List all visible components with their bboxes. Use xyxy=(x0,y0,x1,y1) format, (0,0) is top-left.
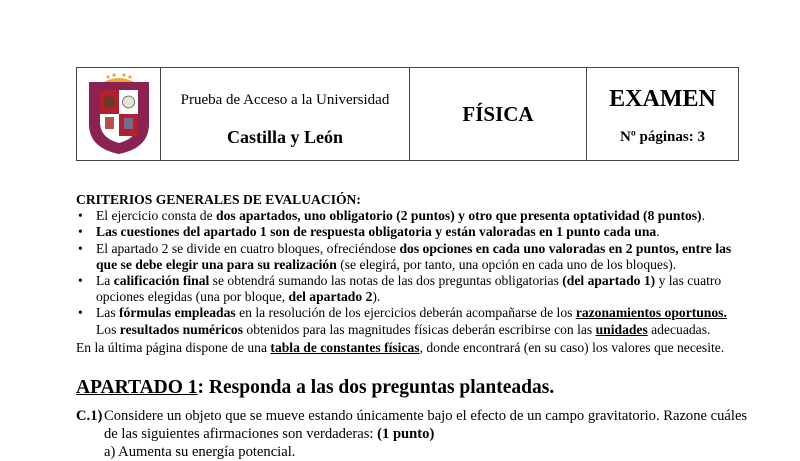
subject-title: FÍSICA xyxy=(462,101,534,126)
criteria-text: . xyxy=(701,208,705,224)
criteria-item xyxy=(76,241,736,273)
exam-header-table xyxy=(76,67,739,161)
criteria-item xyxy=(76,273,736,305)
criteria-text: resultados numéricos xyxy=(119,321,244,337)
criteria-text: El ejercicio consta de xyxy=(96,208,217,224)
criteria-text: Los xyxy=(96,321,120,337)
criteria-text: razonamientos oportunos. xyxy=(575,305,727,321)
criteria-text: y las cuatro opciones elegidas (una por bloque, xyxy=(96,273,722,305)
criteria-item xyxy=(76,208,736,224)
criteria-text: ). xyxy=(372,289,381,305)
criteria-text: La xyxy=(96,273,114,289)
section-heading-text: : Responda a las dos preguntas planteadas. xyxy=(197,377,555,398)
criteria-item xyxy=(76,305,736,337)
institution-line-1: Prueba de Acceso a la Universidad xyxy=(180,92,390,108)
exam-label: EXAMEN xyxy=(609,86,716,112)
exam-cell xyxy=(587,68,738,160)
constants-note xyxy=(76,340,736,356)
question-text xyxy=(104,407,756,443)
criteria-item xyxy=(76,224,736,240)
criteria-text: adecuadas. xyxy=(647,321,711,337)
criteria-text: obtenidos para las magnitudes físicas deberán escribirse con las xyxy=(243,321,596,337)
logo-cell xyxy=(77,68,161,160)
institution-line-2: Castilla y León xyxy=(226,127,343,147)
criteria-text: calificación final xyxy=(113,273,210,289)
university-seal-logo xyxy=(86,72,152,156)
question-c1 xyxy=(76,407,756,461)
question-points: (1 punto) xyxy=(377,426,435,442)
criteria-text: (se elegirá, por tanto, una opción en cada uno de los bloques). xyxy=(336,256,677,272)
criteria-text: El apartado 2 se divide en cuatro bloques, ofreciéndose xyxy=(96,240,400,256)
criteria-list xyxy=(76,208,736,338)
criteria-title: CRITERIOS GENERALES DE EVALUACIÓN: xyxy=(76,192,361,207)
criteria-text: dos opciones en cada uno valoradas en 2 puntos, entre las que se debe elegir una para su realización xyxy=(96,240,732,272)
criteria-text: . xyxy=(656,224,660,240)
criteria-text: dos apartados, uno obligatorio (2 puntos) y otro que presenta optatividad (8 puntos) xyxy=(216,208,702,224)
section-heading-label: APARTADO 1 xyxy=(76,377,198,398)
criteria-text: en la resolución de los ejercicios deberán acompañarse de los xyxy=(235,305,576,321)
criteria-text: Las xyxy=(96,305,120,321)
criteria-text: fórmulas empleadas xyxy=(119,305,236,321)
question-number: C.1) xyxy=(76,408,103,424)
question-body: Considere un objeto que se mueve estando únicamente bajo el efecto de un campo gravitatorio. Razone cuáles de las siguientes afirmaciones son verdaderas: xyxy=(104,408,748,442)
criteria-text: del apartado 2 xyxy=(288,289,373,305)
criteria-text: Las cuestiones del apartado 1 son de respuesta obligatoria y están valoradas en 1 punto cada una xyxy=(96,224,657,240)
bullet-icon: • xyxy=(78,224,83,240)
constants-table-reference: tabla de constantes físicas xyxy=(270,339,420,355)
institution-cell xyxy=(161,68,410,160)
evaluation-criteria xyxy=(76,192,736,356)
question-option-a: a) Aumenta su energía potencial. xyxy=(104,444,296,460)
note-text-after: , donde encontrará (en su caso) los valores que necesite. xyxy=(419,339,725,355)
criteria-text: (del apartado 1) xyxy=(562,273,656,289)
bullet-icon: • xyxy=(78,240,83,256)
section-heading-apartado-1 xyxy=(76,377,554,399)
note-text-before: En la última página dispone de una xyxy=(76,339,271,355)
page-count: Nº páginas: 3 xyxy=(620,129,705,145)
bullet-icon: • xyxy=(78,305,83,321)
criteria-text: se obtendrá sumando las notas de las dos preguntas obligatorias xyxy=(209,273,563,289)
bullet-icon: • xyxy=(78,273,83,289)
criteria-text: unidades xyxy=(595,321,648,337)
bullet-icon: • xyxy=(78,208,83,224)
subject-cell xyxy=(410,68,587,160)
